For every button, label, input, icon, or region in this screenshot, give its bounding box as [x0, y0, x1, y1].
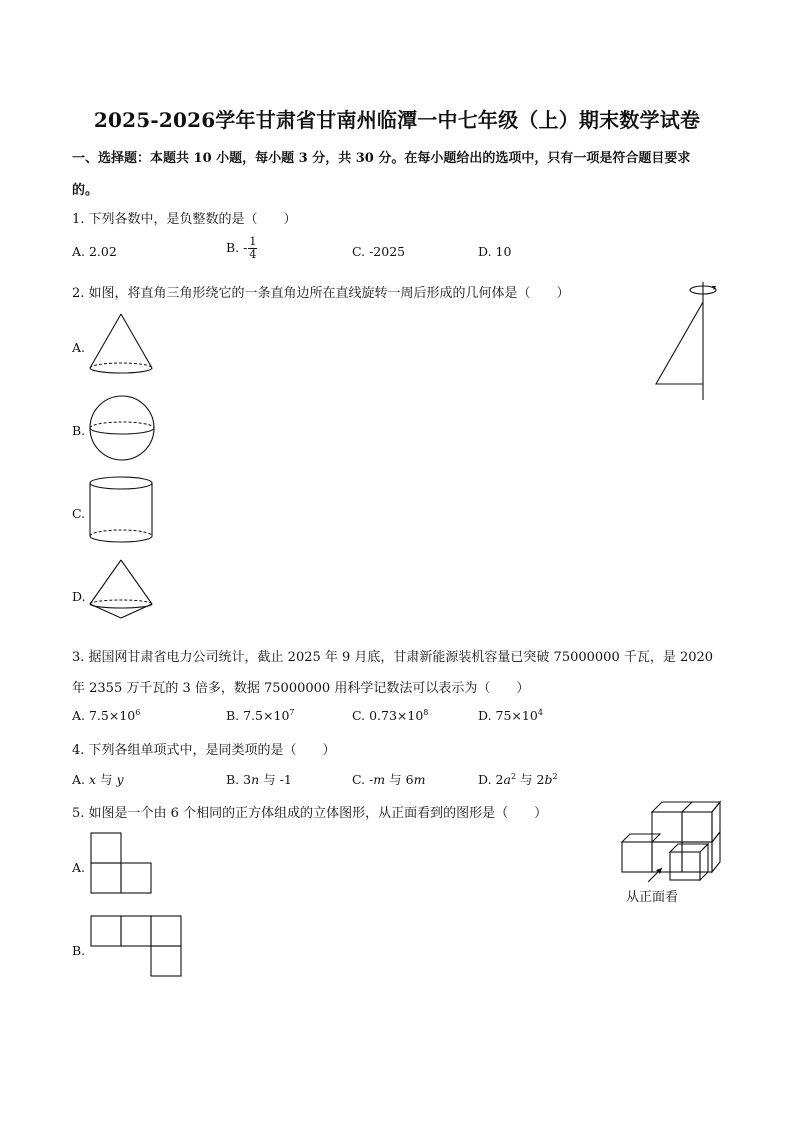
cone-icon: [88, 312, 158, 376]
q2-option-a-label: A.: [72, 340, 86, 355]
q3-stem-line1: 3. 据国网甘肃省电力公司统计，截止 2025 年 9 月底，甘肃新能源装机容量已突破 75000000 千瓦，是 2020: [72, 650, 714, 665]
q5-stem: 5. 如图是一个由 6 个相同的正方体组成的立体图形，从正面看到的图形是（ ）: [72, 806, 548, 821]
q4-stem: 4. 下列各组单项式中，是同类项的是（ ）: [72, 743, 336, 758]
figure-caption: 从正面看: [626, 890, 679, 905]
q2-option-d-label: D.: [72, 589, 86, 604]
double-cone-icon: [88, 558, 158, 622]
rotating-right-triangle-figure: [652, 282, 712, 402]
q2-option-b-label: B.: [72, 423, 86, 438]
q4-option-d: D. $2a^2$ 与 $2b^2$: [478, 772, 558, 787]
q5-option-a-label: A.: [72, 860, 86, 875]
q4-option-a: A. x 与 y: [72, 772, 124, 787]
fraction-numerator: 1: [249, 235, 257, 248]
q1-option-a: A. 2.02: [72, 244, 117, 259]
q3-option-a: A. $7.5\times 10^6$: [72, 708, 141, 723]
q4-option-b: B. 3n 与 -1: [226, 772, 292, 787]
q2-option-c-label: C.: [72, 506, 86, 521]
section-heading-line2: 的。: [72, 183, 99, 198]
square-grid-option-b: [90, 915, 184, 979]
q3-option-c: C. $0.73\times 10^8$: [352, 708, 429, 723]
q1-option-b-fraction: [248, 236, 257, 261]
cylinder-icon: [88, 474, 158, 546]
q1-option-b: [226, 236, 257, 261]
q5-option-b-label: B.: [72, 943, 86, 958]
q2-stem: 2. 如图，将直角三角形绕它的一条直角边所在直线旋转一周后形成的几何体是（ ）: [72, 286, 570, 301]
sphere-icon: [88, 394, 160, 466]
page-title: 2025-2026学年甘肃省甘南州临潭一中七年级（上）期末数学试卷: [93, 108, 701, 132]
q1-option-c: C. -2025: [352, 244, 406, 259]
q1-stem: 1. 下列各数中，是负整数的是（ ）: [72, 212, 297, 227]
cube-stack-figure: [620, 800, 730, 882]
q3-option-d: D. $75\times 10^4$: [478, 708, 543, 723]
q4-option-c: C. -m 与 6m: [352, 772, 426, 787]
q3-stem-line2: 年 2355 万千瓦的 3 倍多，数据 75000000 用科学记数法可以表示为（ ）: [72, 681, 530, 696]
q1-option-d: D. 10: [478, 244, 512, 259]
right-triangle: [656, 302, 703, 384]
square-grid-option-a: [90, 832, 154, 896]
section-heading-line1: 一、选择题：本题共 10 小题，每小题 3 分，共 30 分。在每小题给出的选项中，只有一项是符合题目要求: [72, 151, 691, 166]
fraction-denominator: 4: [249, 248, 257, 261]
q3-option-b: B. $7.5\times 10^7$: [226, 708, 295, 723]
q1-option-b-prefix: B. -: [226, 240, 248, 255]
